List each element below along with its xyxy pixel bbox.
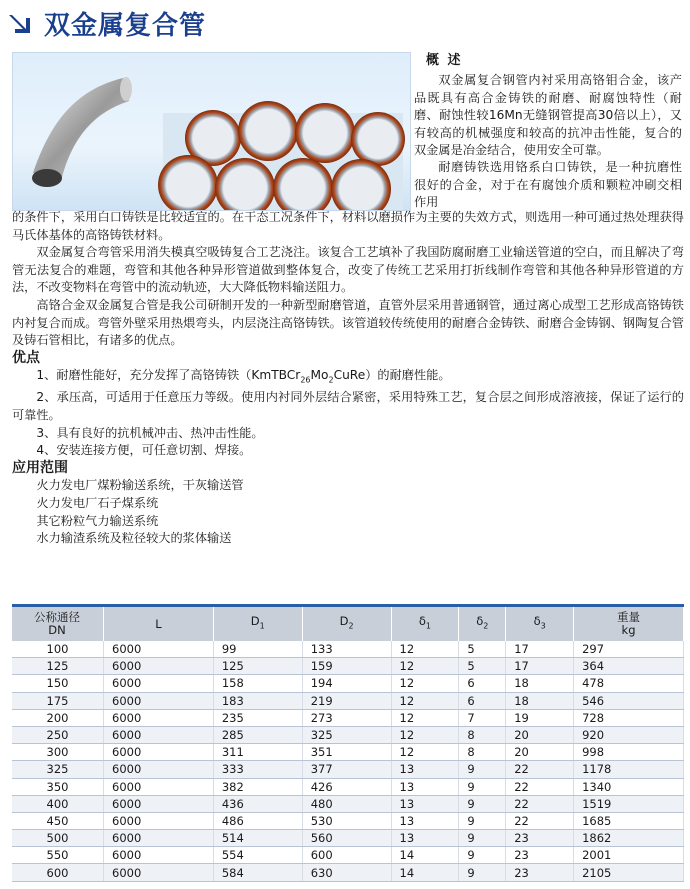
header-d2: $D_2$	[302, 607, 391, 641]
overview-paragraph-2: 耐磨铸铁选用铬系白口铸铁，是一种抗磨性很好的合金，对于在有腐蚀介质和颗粒冲刷交相作用	[414, 160, 682, 210]
advantage-item-1: 1、耐磨性能好，充分发挥了高铬铸铁$(KmTBCr_{26}Mo_2CuRe)$的耐磨性能。	[36, 368, 451, 385]
spec-table	[12, 604, 684, 882]
table-row	[12, 744, 684, 761]
table-cell: 450	[12, 812, 104, 829]
table-cell: 12	[391, 709, 459, 726]
table-cell: 377	[302, 761, 391, 778]
table-cell: 20	[506, 726, 574, 743]
table-cell: 23	[506, 864, 574, 881]
table-cell: 9	[459, 847, 506, 864]
table-cell: 560	[302, 830, 391, 847]
table-cell: 125	[12, 658, 104, 675]
body-paragraph-4: 高铬合金双金属复合管是我公司研制开发的一种新型耐磨管道，直管外层采用普通钢管，通过离心成型工艺形成高铬铸铁内衬复合而成。弯管外壁采用热煨弯头，内层浇注高铬铸铁。该管道较传统使用的耐磨合金铸铁、耐磨合金铸钢、钢陶复合管及铸石管相比，有诸多的优点。	[12, 297, 684, 348]
table-cell: 920	[574, 726, 684, 743]
table-cell: 22	[506, 812, 574, 829]
header-dn: 公称通径 DN	[12, 607, 104, 641]
table-cell: 99	[213, 641, 302, 658]
table-cell: 23	[506, 847, 574, 864]
table-cell: 13	[391, 812, 459, 829]
table-cell: 6000	[104, 830, 214, 847]
table-cell: 600	[302, 847, 391, 864]
table-cell: 250	[12, 726, 104, 743]
table-cell: 150	[12, 675, 104, 692]
table-cell: 351	[302, 744, 391, 761]
table-cell: 436	[213, 795, 302, 812]
applications-heading: 应用范围	[12, 459, 68, 476]
table-cell: 235	[213, 709, 302, 726]
table-cell: 530	[302, 812, 391, 829]
table-cell: 12	[391, 658, 459, 675]
table-cell: 175	[12, 692, 104, 709]
table-cell: 9	[459, 761, 506, 778]
table-row	[12, 864, 684, 881]
table-row	[12, 812, 684, 829]
table-cell: 8	[459, 726, 506, 743]
table-row	[12, 675, 684, 692]
table-cell: 550	[12, 847, 104, 864]
table-header-row	[12, 607, 684, 641]
body-paragraph-3: 双金属复合弯管采用消失模真空吸铸复合工艺浇注。该复合工艺填补了我国防腐耐磨工业输送管道的空白，而且解决了弯管无法复合的难题，弯管和其他各种异形管道做到整体复合，改变了传统工艺采用打折线制作弯管和其他各种异形管道的方法，不改变物料在弯管中的流动轨迹，大大降低物料输送阻力。	[12, 245, 684, 295]
table-cell: 478	[574, 675, 684, 692]
table-cell: 2001	[574, 847, 684, 864]
table-cell: 6000	[104, 812, 214, 829]
application-item: 火力发电厂石子煤系统	[36, 495, 159, 510]
advantage-item-3: 3、具有良好的抗机械冲击、热冲击性能。	[36, 425, 264, 440]
table-cell: 159	[302, 658, 391, 675]
table-cell: 194	[302, 675, 391, 692]
table-cell: 333	[213, 761, 302, 778]
table-cell: 183	[213, 692, 302, 709]
table-cell: 9	[459, 778, 506, 795]
table-cell: 1519	[574, 795, 684, 812]
table-cell: 12	[391, 726, 459, 743]
table-cell: 200	[12, 709, 104, 726]
table-cell: 1862	[574, 830, 684, 847]
table-cell: 364	[574, 658, 684, 675]
table-cell: 600	[12, 864, 104, 881]
table-row	[12, 658, 684, 675]
table-cell: 998	[574, 744, 684, 761]
table-cell: 400	[12, 795, 104, 812]
table-cell: 13	[391, 778, 459, 795]
table-cell: 20	[506, 744, 574, 761]
table-cell: 480	[302, 795, 391, 812]
table-cell: 125	[213, 658, 302, 675]
header-weight: 重量 kg	[574, 607, 684, 641]
page-header	[8, 6, 206, 40]
table-cell: 1685	[574, 812, 684, 829]
table-row	[12, 778, 684, 795]
application-item: 其它粉粒气力输送系统	[36, 513, 159, 528]
table-cell: 1340	[574, 778, 684, 795]
table-row	[12, 847, 684, 864]
table-cell: 297	[574, 641, 684, 658]
table-cell: 350	[12, 778, 104, 795]
pipes-illustration	[13, 53, 410, 210]
table-cell: 22	[506, 761, 574, 778]
table-cell: 2105	[574, 864, 684, 881]
table-cell: 6	[459, 675, 506, 692]
table-cell: 17	[506, 641, 574, 658]
table-cell: 219	[302, 692, 391, 709]
table-cell: 7	[459, 709, 506, 726]
table-cell: 584	[213, 864, 302, 881]
table-row	[12, 641, 684, 658]
table-cell: 18	[506, 675, 574, 692]
table-cell: 8	[459, 744, 506, 761]
page-title: 双金属复合管	[44, 10, 207, 41]
advantage-item-4: 4、安装连接方便，可任意切割、焊接。	[36, 443, 252, 458]
table-cell: 13	[391, 795, 459, 812]
table-cell: 382	[213, 778, 302, 795]
table-body	[12, 641, 684, 881]
overview-section	[414, 52, 682, 212]
table-cell: 6000	[104, 675, 214, 692]
table-cell: 9	[459, 812, 506, 829]
table-cell: 311	[213, 744, 302, 761]
table-cell: 6000	[104, 692, 214, 709]
table-cell: 12	[391, 744, 459, 761]
body-text	[12, 209, 684, 548]
table-row	[12, 761, 684, 778]
table-cell: 6000	[104, 641, 214, 658]
table-cell: 18	[506, 692, 574, 709]
table-cell: 22	[506, 778, 574, 795]
table-cell: 273	[302, 709, 391, 726]
table-cell: 19	[506, 709, 574, 726]
table-cell: 6000	[104, 744, 214, 761]
table-cell: 23	[506, 830, 574, 847]
table-cell: 300	[12, 744, 104, 761]
table-cell: 728	[574, 709, 684, 726]
application-item: 火力发电厂煤粉输送系统，干灰输送管	[36, 478, 244, 493]
table-cell: 554	[213, 847, 302, 864]
table-cell: 630	[302, 864, 391, 881]
header-delta3: $\delta_3$	[506, 607, 574, 641]
table-cell: 100	[12, 641, 104, 658]
table-cell: 6	[459, 692, 506, 709]
body-paragraph-2-cont: 的条件下，采用白口铸铁是比较适宜的。在干态工况条件下，材料以磨损作为主要的失效方式，则选用一种可通过热处理获得马氏体基体的高铬铸铁材料。	[12, 210, 684, 242]
table-row	[12, 795, 684, 812]
arrow-down-right-icon	[8, 9, 36, 37]
table-cell: 12	[391, 675, 459, 692]
table-row	[12, 830, 684, 847]
table-cell: 6000	[104, 778, 214, 795]
table-cell: 17	[506, 658, 574, 675]
table-cell: 22	[506, 795, 574, 812]
header-l: L	[104, 607, 214, 641]
table-cell: 325	[302, 726, 391, 743]
table-cell: 6000	[104, 795, 214, 812]
header-delta1: $\delta_1$	[391, 607, 459, 641]
table-cell: 5	[459, 641, 506, 658]
advantage-item-2: 2、承压高，可适用于任意压力等级。使用内衬同外层结合紧密，采用特殊工艺，复合层之间形成溶液接，保证了运行的可靠性。	[12, 390, 684, 422]
table-cell: 6000	[104, 726, 214, 743]
table-cell: 13	[391, 830, 459, 847]
table-cell: 9	[459, 795, 506, 812]
header-d1: $D_1$	[213, 607, 302, 641]
table-cell: 486	[213, 812, 302, 829]
table-cell: 325	[12, 761, 104, 778]
table-cell: 285	[213, 726, 302, 743]
product-photo	[12, 52, 411, 211]
table-cell: 1178	[574, 761, 684, 778]
table-cell: 9	[459, 864, 506, 881]
table-row	[12, 709, 684, 726]
table-cell: 6000	[104, 864, 214, 881]
table-cell: 6000	[104, 761, 214, 778]
table-cell: 546	[574, 692, 684, 709]
overview-paragraph-1: 双金属复合钢管内衬采用高铬钼合金，该产品既具有高合金铸铁的耐磨、耐腐蚀特性（耐磨、耐蚀性较16Mn无缝钢管提高30倍以上），又有较高的机械强度和较高的抗冲击性能，复合的双金属是冶金结合，使用安全可靠。	[414, 73, 682, 158]
table-row	[12, 692, 684, 709]
table-cell: 13	[391, 761, 459, 778]
table-cell: 6000	[104, 658, 214, 675]
application-item: 水力输渣系统及粒径较大的浆体输送	[36, 531, 232, 546]
overview-heading: 概 述	[426, 53, 463, 68]
header-delta2: $\delta_2$	[459, 607, 506, 641]
table-cell: 9	[459, 830, 506, 847]
table-cell: 14	[391, 847, 459, 864]
table-row	[12, 726, 684, 743]
table-cell: 12	[391, 641, 459, 658]
table-cell: 158	[213, 675, 302, 692]
table-cell: 133	[302, 641, 391, 658]
table-cell: 500	[12, 830, 104, 847]
applications-list	[12, 477, 684, 547]
table-cell: 426	[302, 778, 391, 795]
table-cell: 6000	[104, 847, 214, 864]
table-cell: 14	[391, 864, 459, 881]
table-cell: 12	[391, 692, 459, 709]
advantages-heading: 优点	[12, 349, 40, 366]
table-cell: 514	[213, 830, 302, 847]
table-cell: 5	[459, 658, 506, 675]
table-cell: 6000	[104, 709, 214, 726]
